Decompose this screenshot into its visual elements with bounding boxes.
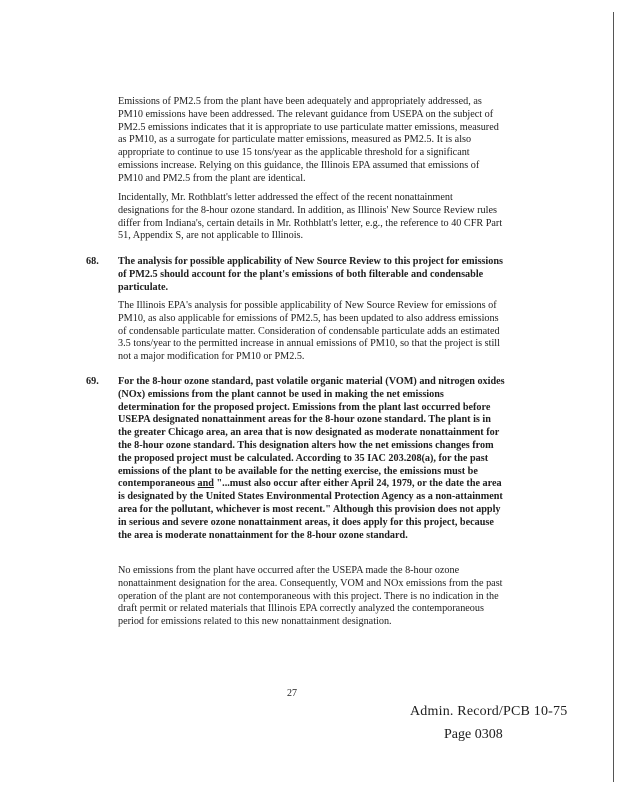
item-68-number: 68. [86,256,99,267]
item-69-number: 69. [86,376,99,387]
record-page-stamp: Page 0308 [444,727,503,742]
item-69-response: No emissions from the plant have occurred after the USEPA made the 8-hour ozone nonattainment designation for the area. Consequently, VOM and NOx emissions from the past operation of the plant are not contemporaneous with this project. There is no indication in the draft permit or related materials that Illinois EPA correctly analyzed the contemporaneous period for emissions related to this new nonattainment designation. [118,565,503,628]
admin-record-stamp: Admin. Record/PCB 10-75 [410,704,568,719]
item-69-comment [118,376,506,542]
item-68-response: The Illinois EPA's analysis for possible applicability of New Source Review for emissions of PM10, as also applicable for emissions of PM2.5, has been updated to also address emissions of condensable particulate matter. Consideration of condensable particulate adds an estimated 3.5 tons/year to the permitted increase in annual emissions of PM10, so that the project is still not a major modification for PM10 or PM2.5. [118,300,500,363]
paragraph-rothblatt-letter: Incidentally, Mr. Rothblatt's letter addressed the effect of the recent nonattainment designations for the 8-hour ozone standard. In addition, as Illinois' New Source Review rules differ from Indiana's, certain details in Mr. Rothblatt's letter, e.g., the reference to 40 CFR Part 51, Appendix S, are not applicable to Illinois. [118,192,503,242]
item-68-comment: The analysis for possible applicability of New Source Review to this project for emissions of PM2.5 should account for the plant's emissions of both filterable and condensable particulate. [118,256,503,293]
item-69-text-part1: For the 8-hour ozone standard, past volatile organic material (VOM) and nitrogen oxides (NOx) emissions from the plant cannot be used in making the net emissions determination for the proposed project. Emissions from the plant last occurred before USEPA designated nonattainment areas for the 8-hour ozone standard. The plant is in the greater Chicago area, an area that is now designated as moderate nonattainment for the 8-hour ozone standard. This designation alters how the net emissions changes from the proposed project must be calculated. According to 35 IAC 203.208(a), for the past emissions of the plant to be available for the netting exercise, the emissions must be contemporaneous [118,376,505,490]
item-69-text-part2: "...must also occur after either April 24, 1979, or the date the area is designated by the United States Environmental Protection Agency as a non-attainment area for the pollutant, whichever is most recent." Although this provision does not apply in serious and severe ozone nonattainment areas, it does apply for this project, because the area is moderate nonattainment for the 8-hour ozone standard. [118,478,503,541]
paragraph-pm25-addressed: Emissions of PM2.5 from the plant have been adequately and appropriately addressed, as PM10 emissions have been addressed. The relevant guidance from USEPA on the subject of PM2.5 emissions indicates that it is appropriate to use particulate matter emissions, measured as PM10, as a surrogate for particulate matter emissions, measured as PM2.5. It is also appropriate to continue to use 15 tons/year as the applicable threshold for a significant emissions increase. Relying on this guidance, the Illinois EPA assumed that emissions of PM10 and PM2.5 from the plant are identical. [118,96,499,184]
page-edge-line [613,12,614,782]
item-69-underlined-and: and [197,478,214,490]
page-number: 27 [287,688,297,699]
